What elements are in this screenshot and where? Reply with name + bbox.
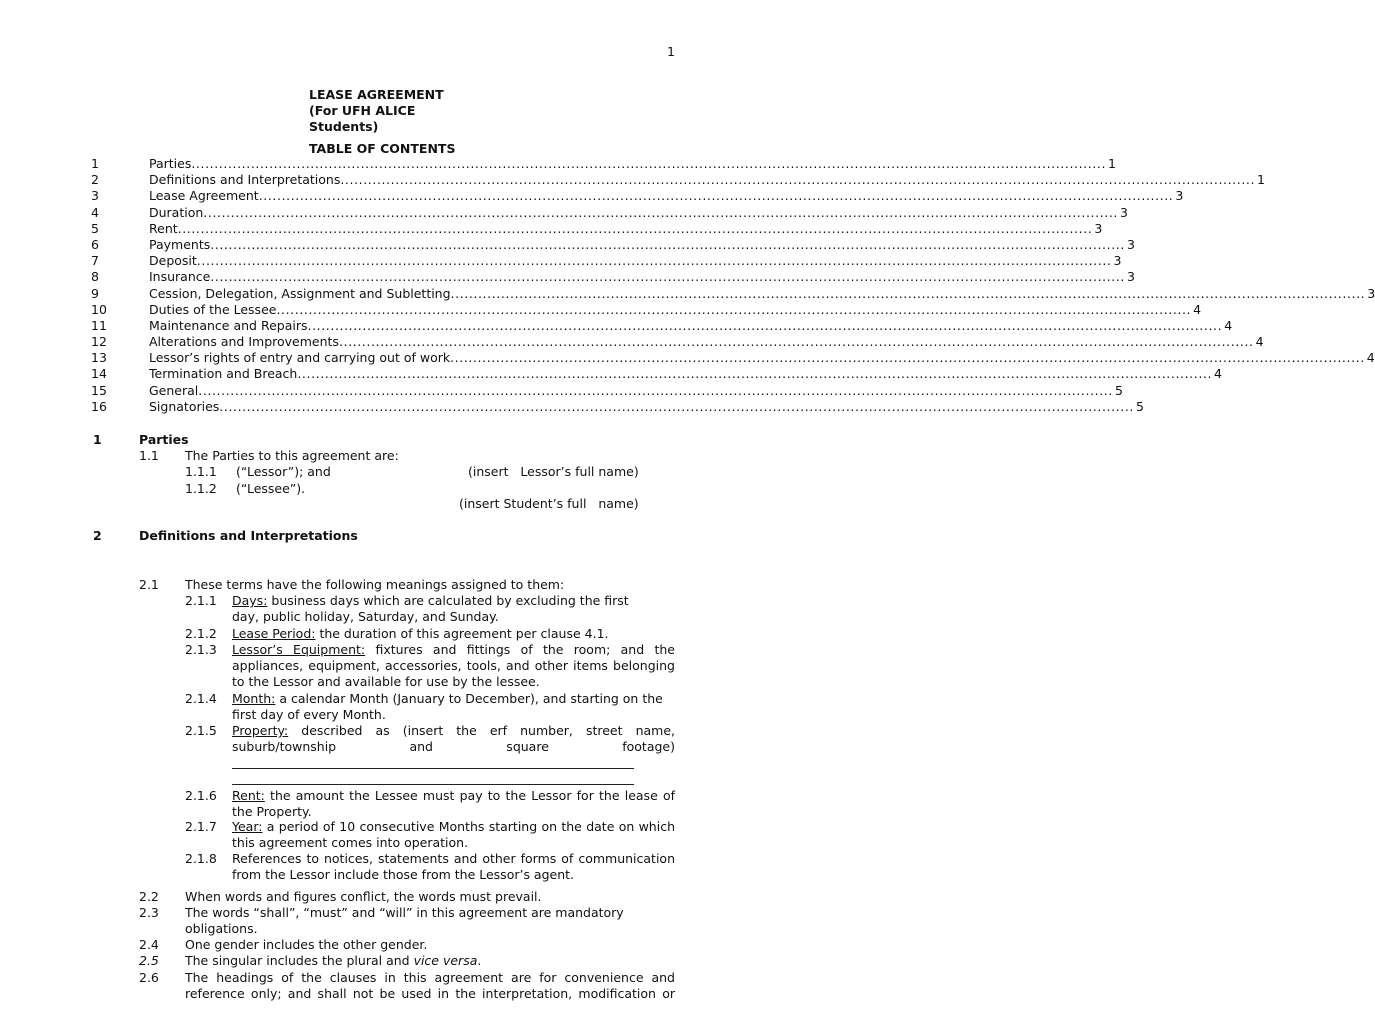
clause-1-1-2-text: (“Lessee”).	[236, 481, 306, 496]
toc-leader: ........................................................................................................................................................................................................	[219, 398, 1134, 414]
toc-entry-number: 9	[91, 285, 99, 301]
toc-entry-page: 4	[1255, 334, 1264, 350]
toc-entry-label: Lease Agreement	[149, 188, 259, 204]
definition-term: Lease Period:	[232, 626, 316, 641]
toc-entry-page: 3	[1113, 253, 1122, 269]
definition-text: business days which are calculated by excluding the first day, public holiday, Saturday, and Sunday.	[232, 593, 629, 624]
toc-entry-number: 11	[91, 317, 107, 333]
clause-2-5-main: The singular includes the plural and	[185, 953, 414, 968]
toc-entry-label: Signatories	[149, 398, 220, 414]
toc-entry-page: 3	[1127, 269, 1135, 285]
toc-entry-label: Maintenance and Repairs	[149, 317, 308, 333]
section-1-heading: Parties	[139, 432, 189, 447]
toc-entry[interactable]	[91, 350, 1375, 366]
clause-2-2-number: 2.2	[139, 889, 159, 904]
definition-text: a period of 10 consecutive Months starting on the date on which this agreement comes into operation.	[232, 819, 675, 850]
toc-entry-page: 4	[1214, 366, 1222, 382]
definition-term: Year:	[232, 819, 263, 834]
toc-entry-number: 1	[91, 156, 99, 171]
clause-2-5-text	[185, 953, 481, 969]
toc-entry-label: Alterations and Improvements	[149, 334, 339, 350]
clause-2-3-text: The words “shall”, “must” and “will” in this agreement are mandatory obligations.	[185, 905, 624, 936]
clause-2-4-text: One gender includes the other gender.	[185, 937, 428, 952]
toc-entry[interactable]	[91, 156, 1116, 172]
toc-entry-label: Payments	[149, 236, 211, 252]
toc-entry-number: 12	[91, 334, 107, 350]
toc-entry-label: Cession, Delegation, Assignment and Subletting	[149, 285, 451, 301]
clause-2-5-italic: vice versa	[413, 953, 478, 968]
definition-text: a calendar Month (January to December), and starting on the first day of every Month.	[232, 691, 663, 722]
def-2-1-1-number: 2.1.1	[185, 593, 217, 608]
definition-year	[232, 819, 675, 851]
toc-entry-label: Insurance	[149, 269, 211, 285]
toc-entry-label: Termination and Breach	[149, 366, 298, 382]
toc-entry[interactable]	[91, 366, 1222, 382]
toc-entry-page: 3	[1094, 220, 1103, 236]
definition-text: fixtures and fittings of the room; and the appliances, equipment, accessories, tools, and other items belonging to the Lessor and available for use by the lessee.	[232, 642, 675, 689]
toc-entry[interactable]	[91, 253, 1122, 269]
definition-lease-period	[232, 626, 675, 642]
toc-entry-number: 3	[91, 188, 99, 204]
toc-entry-label: Definitions and Interpretations	[149, 172, 341, 188]
definition-term: Month:	[232, 691, 276, 706]
toc-entry[interactable]	[91, 188, 1184, 204]
toc-entry-number: 15	[91, 382, 107, 398]
toc-entry-label: Deposit	[149, 253, 197, 269]
toc-entry-label: Rent	[149, 220, 178, 236]
toc-entry[interactable]	[91, 172, 1265, 188]
definition-month	[232, 691, 675, 723]
toc-entry-number: 13	[91, 350, 107, 366]
section-2-number: 2	[93, 528, 102, 543]
section-1-number: 1	[93, 432, 102, 447]
clause-1-1-1-number: 1.1.1	[185, 464, 217, 479]
property-blank-line-1	[232, 768, 634, 769]
document-title	[309, 87, 444, 135]
def-2-1-4-number: 2.1.4	[185, 691, 217, 706]
section-2-heading: Definitions and Interpretations	[139, 528, 358, 543]
clause-2-2-text: When words and figures conflict, the words must prevail.	[185, 889, 542, 904]
toc-leader: ........................................................................................................................................................................................................	[210, 236, 1125, 252]
clause-2-4-number: 2.4	[139, 937, 159, 952]
clause-2-5-end: .	[477, 953, 482, 968]
toc-entry-number: 5	[91, 220, 99, 236]
toc-entry[interactable]	[91, 398, 1144, 415]
toc-entry-page: 4	[1224, 317, 1233, 333]
toc-entry-number: 16	[91, 398, 107, 414]
toc-leader: ........................................................................................................................................................................................................	[203, 204, 1118, 220]
clause-2-6-text: The headings of the clauses in this agreement are for convenience and reference only; and shall not be used in the interpretation, modification or	[185, 970, 675, 1001]
definition-lessors-equipment	[232, 642, 675, 690]
clause-1-1-2-number: 1.1.2	[185, 481, 217, 496]
def-2-1-2-number: 2.1.2	[185, 626, 217, 641]
def-2-1-8-number: 2.1.8	[185, 851, 217, 866]
toc-leader: ........................................................................................................................................................................................................	[191, 156, 1107, 171]
clause-2-1-text: These terms have the following meanings assigned to them:	[185, 577, 565, 592]
definition-term: Days:	[232, 593, 268, 608]
definition-text: the amount the Lessee must pay to the Lessor for the lease of the Property.	[232, 788, 675, 819]
toc-leader: ........................................................................................................................................................................................................	[340, 172, 1256, 188]
toc-heading: TABLE OF CONTENTS	[309, 141, 456, 156]
toc-entry-label: Parties	[149, 156, 192, 171]
title-line-1: LEASE AGREEMENT	[309, 87, 444, 102]
page-number: 1	[667, 44, 675, 59]
toc-entry-page: 3	[1119, 204, 1128, 220]
toc-entry[interactable]	[91, 220, 1103, 237]
definition-term: Property:	[232, 723, 289, 738]
title-line-3: Students)	[309, 119, 379, 134]
clause-1-1-1-text: (“Lessor”); and	[236, 464, 331, 479]
toc-entry-page: 3	[1126, 236, 1135, 252]
toc-entry[interactable]	[91, 269, 1135, 285]
toc-entry-page: 5	[1114, 382, 1123, 398]
def-2-1-5-number: 2.1.5	[185, 723, 217, 738]
definition-text: described as (insert the erf number, street name, suburb/township and square footage)	[232, 723, 675, 754]
definition-days	[232, 593, 657, 625]
definition-rent	[232, 788, 675, 820]
toc-leader: ........................................................................................................................................................................................................	[198, 382, 1113, 398]
toc-entry-page: 1	[1108, 156, 1116, 171]
toc-entry[interactable]	[91, 204, 1128, 221]
title-line-2: (For UFH ALICE	[309, 103, 416, 118]
definition-term: Rent:	[232, 788, 265, 803]
toc-leader: ........................................................................................................................................................................................................	[258, 188, 1174, 204]
toc-entry[interactable]	[91, 382, 1123, 399]
toc-leader: ........................................................................................................................................................................................................	[196, 253, 1112, 269]
toc-leader: ........................................................................................................................................................................................................	[450, 285, 1366, 301]
toc-leader: ........................................................................................................................................................................................................	[276, 301, 1192, 317]
toc-entry-page: 3	[1367, 285, 1375, 301]
toc-entry[interactable]	[91, 236, 1135, 253]
toc-leader: ........................................................................................................................................................................................................	[297, 366, 1213, 382]
toc-leader: ........................................................................................................................................................................................................	[450, 350, 1365, 366]
toc-entry[interactable]	[91, 317, 1233, 334]
toc-entry-number: 2	[91, 172, 99, 188]
toc-entry[interactable]	[91, 334, 1264, 350]
toc-entry-label: Duration	[149, 204, 204, 220]
lessor-name-note: (insert Lessor’s full name)	[468, 464, 639, 479]
clause-2-6-number: 2.6	[139, 970, 159, 985]
toc-leader: ........................................................................................................................................................................................................	[338, 334, 1254, 350]
toc-entry-number: 4	[91, 204, 99, 220]
toc-entry-label: General	[149, 382, 199, 398]
toc-entry-number: 6	[91, 236, 99, 252]
lessee-name-note: (insert Student’s full name)	[459, 496, 639, 511]
definition-text: the duration of this agreement per clause 4.1.	[315, 626, 609, 641]
toc-leader: ........................................................................................................................................................................................................	[177, 220, 1093, 236]
clause-1-1-text: The Parties to this agreement are:	[185, 448, 399, 463]
definition-property	[232, 723, 675, 755]
table-of-contents	[91, 156, 1375, 415]
def-2-1-7-number: 2.1.7	[185, 819, 217, 834]
toc-leader: ........................................................................................................................................................................................................	[307, 317, 1223, 333]
clause-1-1-number: 1.1	[139, 448, 159, 463]
toc-entry-page: 1	[1257, 172, 1265, 188]
clause-2-1-number: 2.1	[139, 577, 159, 592]
clause-2-3-number: 2.3	[139, 905, 159, 920]
toc-entry[interactable]	[91, 301, 1202, 318]
toc-leader: ........................................................................................................................................................................................................	[210, 269, 1126, 285]
clause-2-5-number: 2.5	[139, 953, 159, 968]
toc-entry-number: 14	[91, 366, 107, 382]
toc-entry-number: 10	[91, 301, 107, 317]
toc-entry-page: 5	[1135, 398, 1144, 414]
definition-references: References to notices, statements and other forms of communication from the Lessor include those from the Lessor’s agent.	[232, 851, 675, 882]
toc-entry-number: 8	[91, 269, 99, 285]
toc-entry-page: 3	[1175, 188, 1184, 204]
toc-entry-label: Duties of the Lessee	[149, 301, 277, 317]
toc-entry[interactable]	[91, 285, 1375, 302]
definition-term: Lessor’s Equipment:	[232, 642, 366, 657]
def-2-1-6-number: 2.1.6	[185, 788, 217, 803]
property-blank-line-2	[232, 784, 634, 785]
def-2-1-3-number: 2.1.3	[185, 642, 217, 657]
toc-entry-page: 4	[1193, 301, 1202, 317]
toc-entry-number: 7	[91, 253, 99, 269]
toc-entry-page: 4	[1366, 350, 1375, 366]
toc-entry-label: Lessor’s rights of entry and carrying out of work	[149, 350, 451, 366]
